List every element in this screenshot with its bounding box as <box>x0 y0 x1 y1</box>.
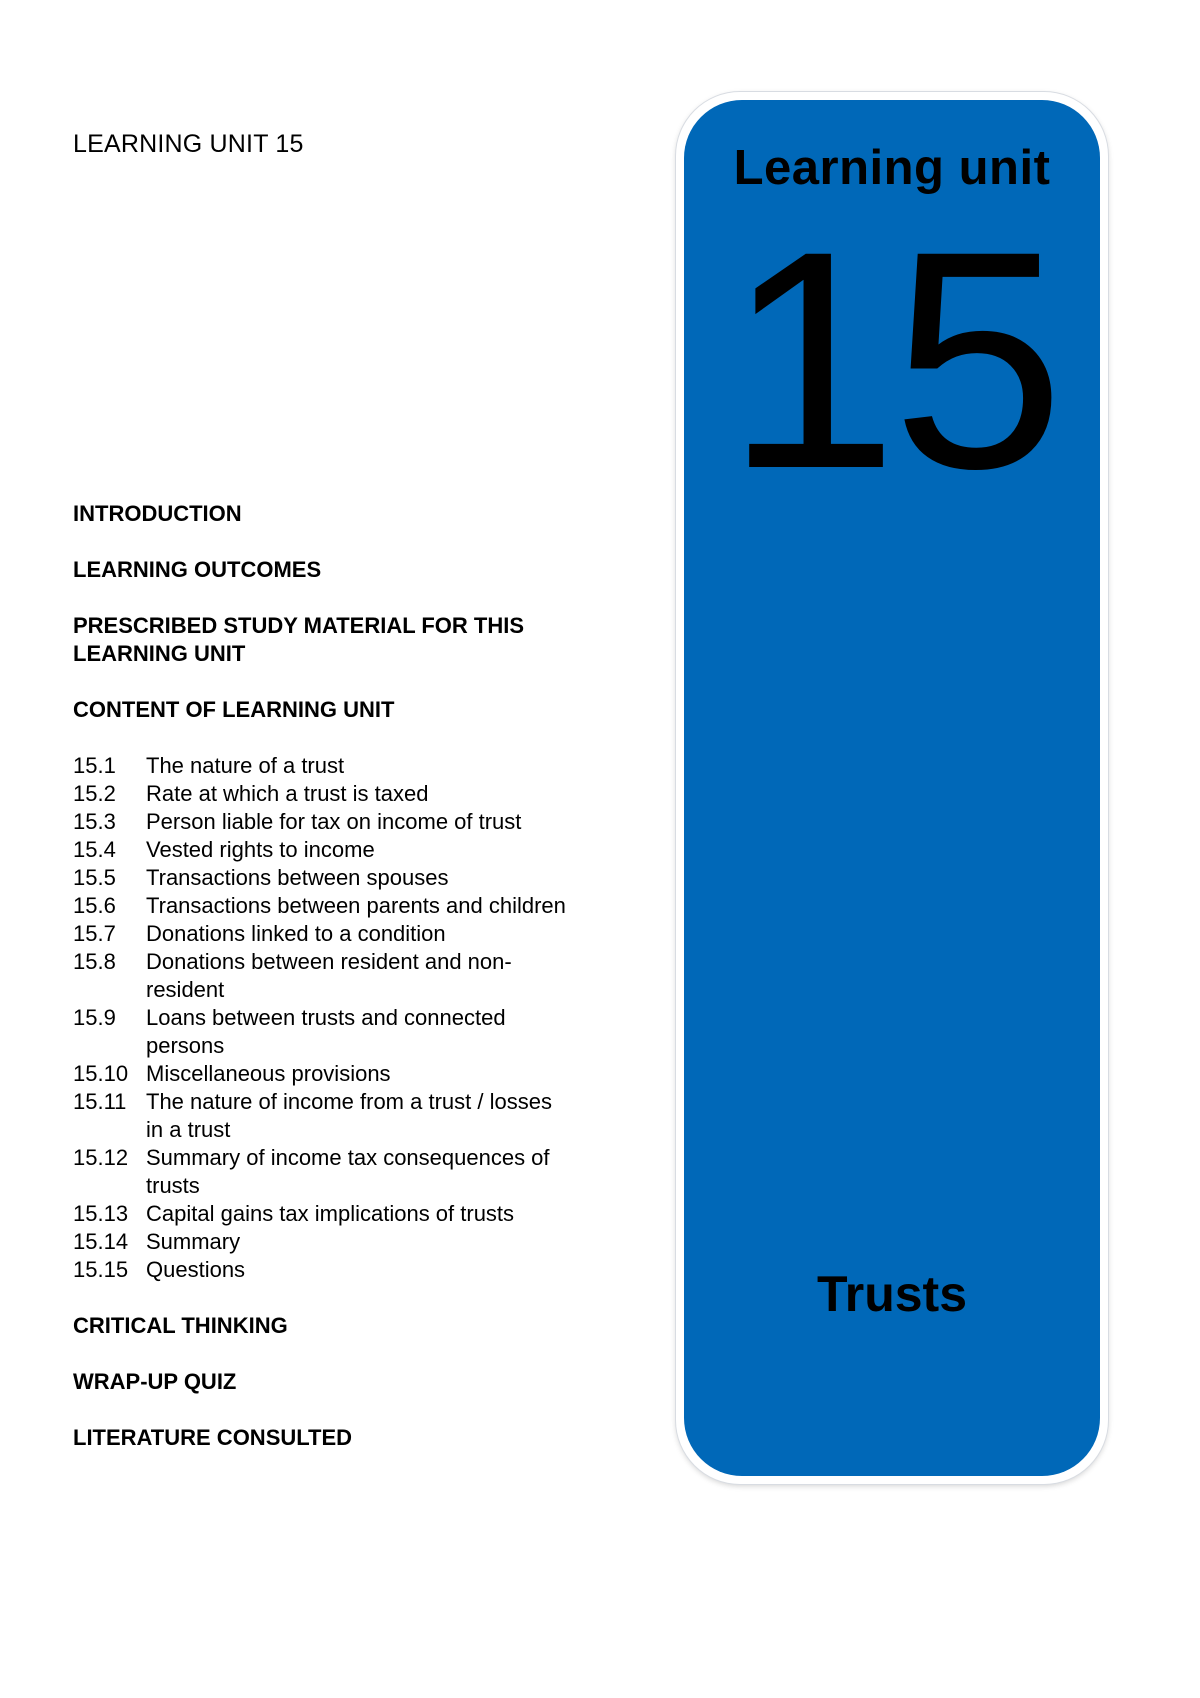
card-unit-number: 15 <box>725 186 1059 533</box>
contents-item-title: The nature of income from a trust / losses in a trust <box>146 1089 552 1142</box>
contents-item <box>73 1088 613 1144</box>
section-prescribed-study-material: PRESCRIBED STUDY MATERIAL FOR THIS LEARNING UNIT <box>73 613 525 666</box>
contents-item-title: Transactions between spouses <box>146 865 449 890</box>
contents-item <box>73 1004 613 1060</box>
contents-item <box>73 1060 613 1088</box>
contents-item-number: 15.7 <box>73 921 116 946</box>
contents-item-title: Donations linked to a condition <box>146 921 446 946</box>
contents-item <box>73 1228 613 1256</box>
section-content-of-learning-unit: CONTENT OF LEARNING UNIT <box>73 697 395 722</box>
contents-item-number: 15.10 <box>73 1061 129 1086</box>
contents-item <box>73 892 613 920</box>
contents-item <box>73 808 613 836</box>
unit-outline <box>73 500 613 1452</box>
contents-item-number: 15.14 <box>73 1229 129 1254</box>
contents-item <box>73 752 613 780</box>
contents-item-number: 15.8 <box>73 949 116 974</box>
contents-item-title: Rate at which a trust is taxed <box>146 781 429 806</box>
contents-item-title: Vested rights to income <box>146 837 375 862</box>
contents-item <box>73 948 613 1004</box>
card-title: Learning unit <box>733 141 1051 195</box>
contents-item <box>73 1256 613 1284</box>
contents-item-number: 15.5 <box>73 865 116 890</box>
contents-item-number: 15.13 <box>73 1201 129 1226</box>
contents-item <box>73 1200 613 1228</box>
contents-item-number: 15.11 <box>73 1089 127 1114</box>
card-subject: Trusts <box>816 1266 968 1322</box>
contents-item-title: The nature of a trust <box>146 753 345 778</box>
contents-item-number: 15.12 <box>73 1145 129 1170</box>
contents-item-number: 15.15 <box>73 1257 129 1282</box>
contents-item-number: 15.2 <box>73 781 116 806</box>
contents-item-title: Person liable for tax on income of trust <box>146 809 522 834</box>
contents-item-number: 15.9 <box>73 1005 116 1030</box>
unit-header: LEARNING UNIT 15 <box>73 130 304 158</box>
section-critical-thinking: CRITICAL THINKING <box>73 1313 288 1338</box>
contents-item <box>73 864 613 892</box>
contents-item-title: Loans between trusts and connected persons <box>146 1005 506 1058</box>
contents-list <box>73 752 613 1284</box>
contents-item <box>73 836 613 864</box>
section-learning-outcomes: LEARNING OUTCOMES <box>73 557 322 582</box>
section-literature-consulted: LITERATURE CONSULTED <box>73 1425 353 1450</box>
contents-item <box>73 780 613 808</box>
contents-item-title: Summary of income tax consequences of trusts <box>146 1145 550 1198</box>
learning-unit-card <box>684 100 1100 1476</box>
contents-item-title: Donations between resident and non-resident <box>146 949 512 1002</box>
closing-sections <box>73 1312 613 1452</box>
contents-item-title: Transactions between parents and children <box>146 893 566 918</box>
contents-item-title: Capital gains tax implications of trusts <box>146 1201 515 1226</box>
contents-item <box>73 920 613 948</box>
contents-item-number: 15.3 <box>73 809 116 834</box>
section-wrap-up-quiz: WRAP-UP QUIZ <box>73 1369 237 1394</box>
contents-item <box>73 1144 613 1200</box>
contents-item-title: Summary <box>146 1229 241 1254</box>
contents-item-number: 15.1 <box>73 753 116 778</box>
contents-item-title: Questions <box>146 1257 246 1282</box>
contents-item-title: Miscellaneous provisions <box>146 1061 391 1086</box>
section-introduction: INTRODUCTION <box>73 501 242 526</box>
contents-item-number: 15.4 <box>73 837 116 862</box>
contents-item-number: 15.6 <box>73 893 116 918</box>
